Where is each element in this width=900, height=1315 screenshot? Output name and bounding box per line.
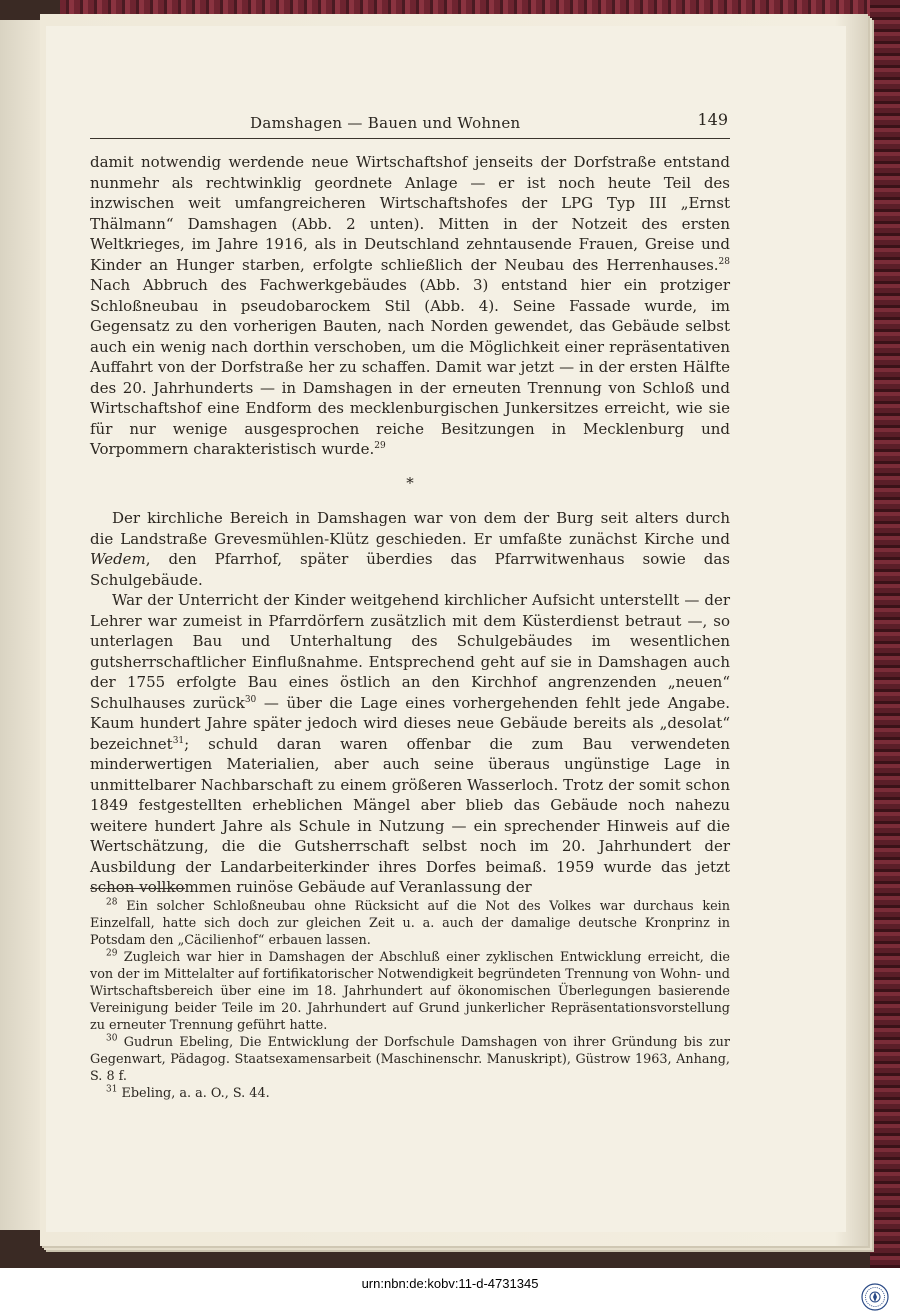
paragraph-3: War der Unterricht der Kinder weitgehend kirchlicher Aufsicht unterstellt — der Lehrer war zumeist in Pfarrdörfern zusätzlich mit dem Küsterdienst betraut —, so unterlagen Bau und Unterhaltung des Schulgebäudes im wesentlichen gutsherrschaftlicher Einflußnahme. Entsprechend geht auf sie in Damshagen auch der 1755 erfolgte Bau eines östlich an den Kirchhof angrenzenden „neuen“ Schulhauses zurück$^{30}$ — über die Lage eines vorhergehenden fehlt jede Angabe. Kaum hundert Jahre später jedoch wird dieses neue Gebäude bereits als „desolat“ bezeichnet$^{31}$; schuld daran waren offenbar die zum Bau verwendeten minderwertigen Materialien, aber auch seine überaus ungünstige Lage in unmittelbarer Nachbarschaft zu einem größeren Wasserloch. Trotz der somit schon 1849 festgestellten erheblichen Mängel aber blieb das Gebäude noch nahezu weitere hundert Jahre als Schule in Nutzung — ein sprechender Hinweis auf die Wertschätzung, die die Gutsherrschaft selbst noch im 20. Jahrhundert der Ausbildung der Landarbeiterkinder ihres Dorfes beimaß. 1959 wurde das jetzt schon vollkommen ruinöse Gebäude auf Veranlassung der [90, 591, 730, 896]
running-head [90, 110, 730, 138]
footnote-rule [90, 888, 185, 889]
book-cover-right [870, 0, 900, 1268]
body-text-top [90, 152, 730, 460]
footnote-ref-28: 28 [718, 256, 730, 267]
footnote-28: $^{28}$ Ein solcher Schloßneubau ohne Rücksicht auf die Not des Volkes war durchaus kein Einzelfall, hatte sich doch zur gleichen Zeit u. a. auch der damalige deutsche Kronprinz in Potsdam den „Cäcilienhof“ erbauen lassen. [90, 897, 730, 948]
footnote-ref-30: 30 [244, 694, 257, 705]
book-page [46, 26, 846, 1232]
left-page-edge [0, 20, 41, 1230]
footnote-ref-29: 29 [374, 441, 386, 451]
body-text-bottom [90, 508, 730, 898]
footnote-31: $^{31}$ Ebeling, a. a. O., S. 44. [106, 1084, 270, 1101]
university-seal-icon [860, 1282, 890, 1312]
page-number: 149 [697, 110, 728, 129]
head-rule [90, 138, 730, 139]
section-break-asterism: * [406, 474, 414, 492]
paragraph-2: Der kirchliche Bereich in Damshagen war von dem der Burg seit alters durch die Landstraße Grevesmühlen-Klütz geschieden. Er umfaßte zunächst Kirche und Wedem, den Pfarrhof, später überdies das Pfarrwitwenhaus sowie das Schulgebäude. [90, 509, 730, 589]
footnote-29: $^{29}$ Zugleich war hier in Damshagen der Abschluß einer zyklischen Entwicklung erreicht, die von der im Mittelalter auf fortifikatorischer Notwendigkeit begründeten Trennung von Wohn- und Wirtschaftsbereich über eine im 18. Jahrhundert auf ökonomischen Überlegungen basierende Vereinigung beider Teile im 20. Jahrhundert auf Grund junkerlicher Repräsentationsvorstellung zu erneuter Trennung geführt hatte. [90, 948, 730, 1033]
urn-identifier[interactable]: urn:nbn:de:kobv:11-d-4731345 [361, 1276, 539, 1291]
footnote-ref-31: 31 [172, 735, 185, 746]
paragraph-1: damit notwendig werdende neue Wirtschaftshof jenseits der Dorfstraße entstand nunmehr als rechtwinklig geordnete Anlage — er ist noch heute Teil des inzwischen weit umfangreicheren Wirtschaftshofes der LPG Typ III „Ernst Thälmann“ Damshagen (Abb. 2 unten). Mitten in der Notzeit des ersten Weltkrieges, im Jahre 1916, als in Deutschland zehntausende Frauen, Greise und Kinder an Hunger starben, erfolgte schließlich der Neubau des Herrenhauses.$^{28}$ Nach Abbruch des Fachwerkgebäudes (Abb. 3) entstand hier ein protziger Schloßneubau in pseudobarockem Stil (Abb. 4). Seine Fassade wurde, im Gegensatz zu den vorherigen Bauten, nach Norden gewendet, das Gebäude selbst auch ein wenig nach dorthin verschoben, um die Möglichkeit einer repräsentativen Auffahrt von der Dorfstraße her zu schaffen. Damit war jetzt — in der ersten Hälfte des 20. Jahrhunderts — in Damshagen in der erneuten Trennung von Schloß und Wirtschaftshof eine Endform des mecklenburgischen Junkersitzes erreicht, wie sie für nur wenige ausgesprochen reiche Besitzungen in Mecklenburg und Vorpommern charakteristisch wurde.$^{29}$ [90, 153, 730, 458]
running-head-title: Damshagen — Bauen und Wohnen [250, 114, 521, 132]
footnotes [90, 898, 730, 1102]
viewer-footer [0, 1268, 900, 1315]
footnote-30: $^{30}$ Gudrun Ebeling, Die Entwicklung der Dorfschule Damshagen von ihrer Gründung bis zur Gegenwart, Pädagog. Staatsexamensarbeit (Maschinenschr. Manuskript), Güstrow 1963, Anhang, S. 8 f. [90, 1033, 730, 1084]
